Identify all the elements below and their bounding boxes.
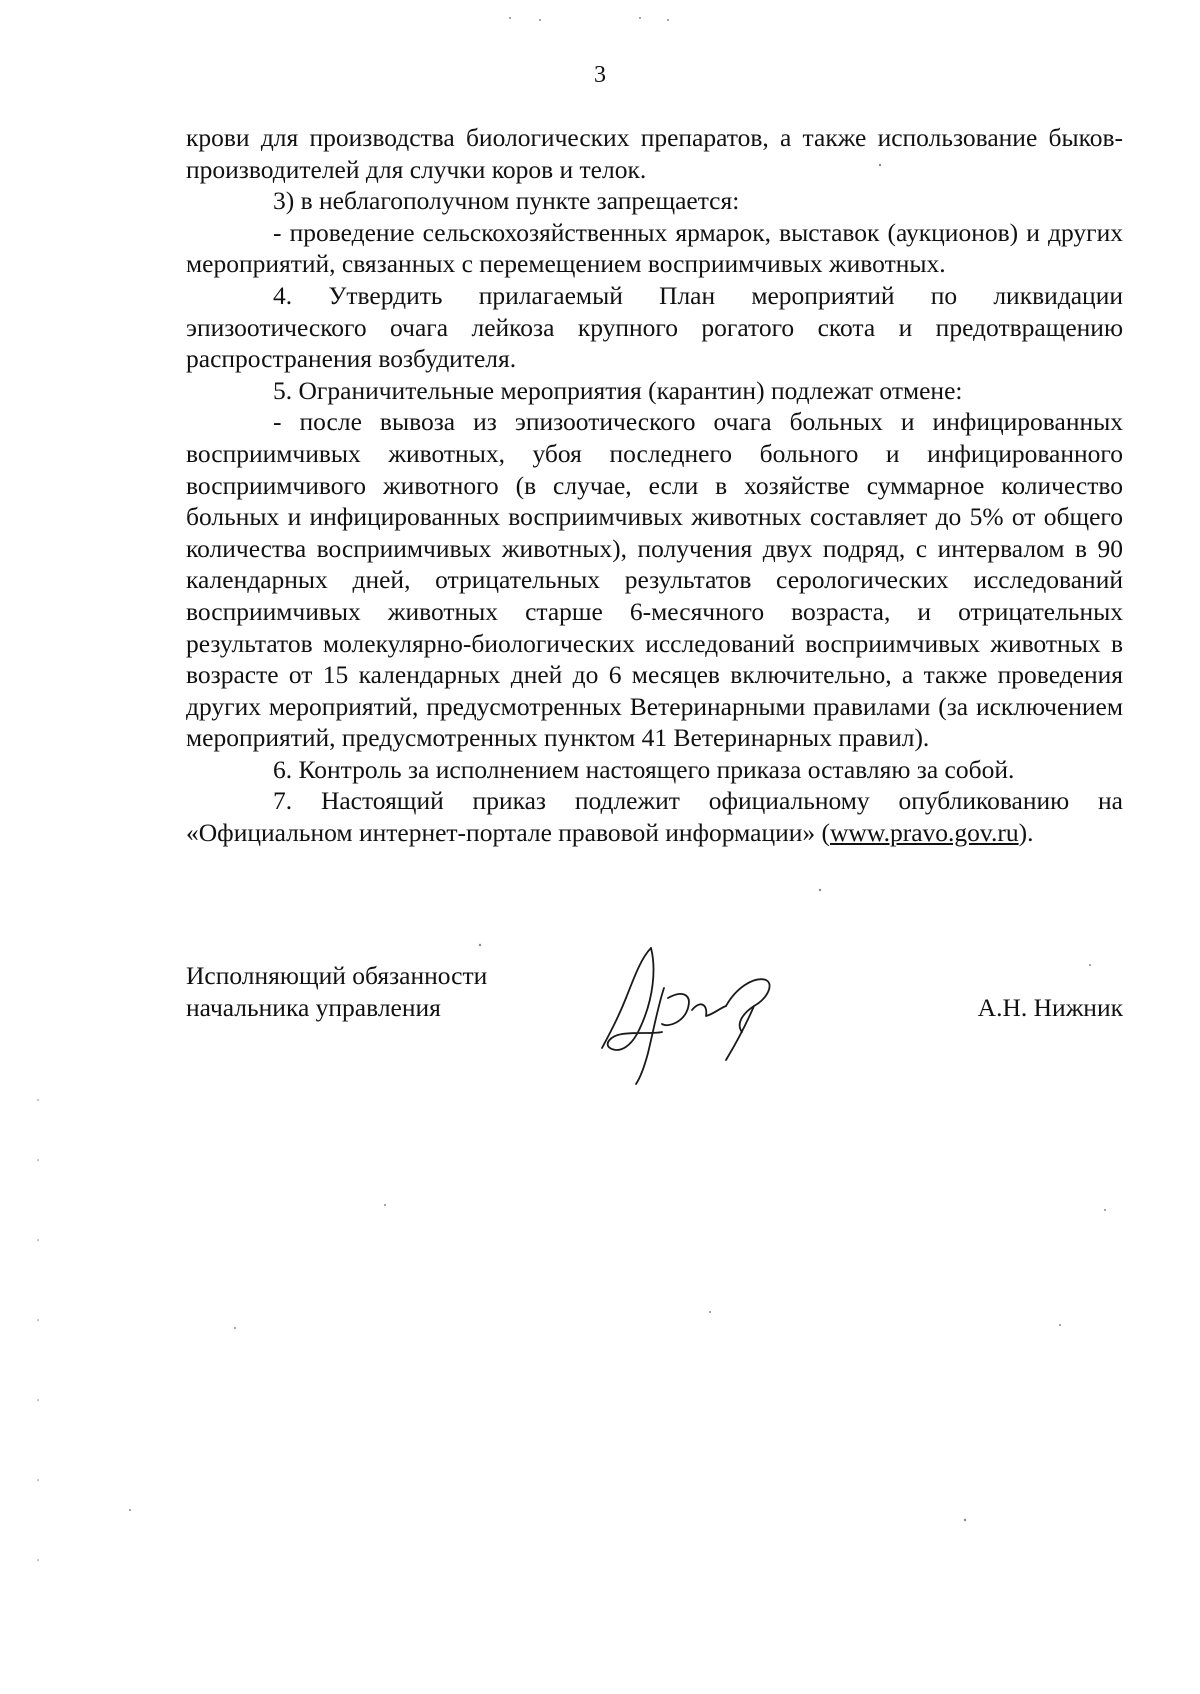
signatory-position-line1: Исполняющий обязанности	[186, 961, 488, 990]
signatory-name: А.Н. Нижник	[977, 993, 1123, 1022]
paragraph-item-5: 5. Ограничительные мероприятия (карантин) подлежат отмене:	[273, 375, 963, 405]
paragraph-item-7-text: 7. Настоящий приказ подлежит официальному опубликованию на «Официальном интернет-портале правовой информации» (	[186, 786, 1123, 848]
paragraph-item-3: 3) в неблагополучном пункте запрещается:	[273, 186, 740, 216]
paragraph-item-7-end: ).	[1018, 818, 1034, 848]
signatory-position-line2: начальника управления	[186, 993, 441, 1022]
page-number: 3	[594, 62, 606, 88]
signatory-position	[186, 960, 487, 1024]
handwritten-signature	[596, 928, 786, 1088]
paragraph-item-7	[186, 785, 1123, 848]
pravo-link[interactable]: www.pravo.gov.ru	[830, 818, 1019, 848]
paragraph-item-4: 4. Утвердить прилагаемый План мероприятий по ликвидации эпизоотического очага лейкоза крупного рогатого скота и предотвращению распространения возбудителя.	[186, 280, 1123, 374]
paragraph-item-6: 6. Контроль за исполнением настоящего приказа оставляю за собой.	[273, 754, 1015, 784]
paragraph-continuation: крови для производства биологических препаратов, а также использование быков-производителей для случки коров и телок.	[186, 123, 1123, 184]
document-body	[186, 122, 1123, 849]
paragraph-item-5-sub: - после вывоза из эпизоотического очага больных и инфицированных восприимчивых животных, убоя последнего больного и инфицированного восприимчивого животного (в случае, если в хозяйстве суммарное количество больных и инфицированных восприимчивых животных составляет до 5% от общего количества восприимчивых животных), получения двух подряд, с интервалом в 90 календарных дней, отрицательных результатов серологических исследований восприимчивых животных старше 6-месячного возраста, и отрицательных результатов молекулярно-биологических исследований восприимчивых животных в возрасте от 15 календарных дней до 6 месяцев включительно, а также проведения других мероприятий, предусмотренных Ветеринарными правилами (за исключением мероприятий, предусмотренных пунктом 41 Ветеринарных правил).	[186, 407, 1123, 753]
paragraph-item-3-sub: - проведение сельскохозяйственных ярмарок, выставок (аукционов) и других мероприятий, связанных с перемещением восприимчивых животных.	[186, 217, 1123, 279]
